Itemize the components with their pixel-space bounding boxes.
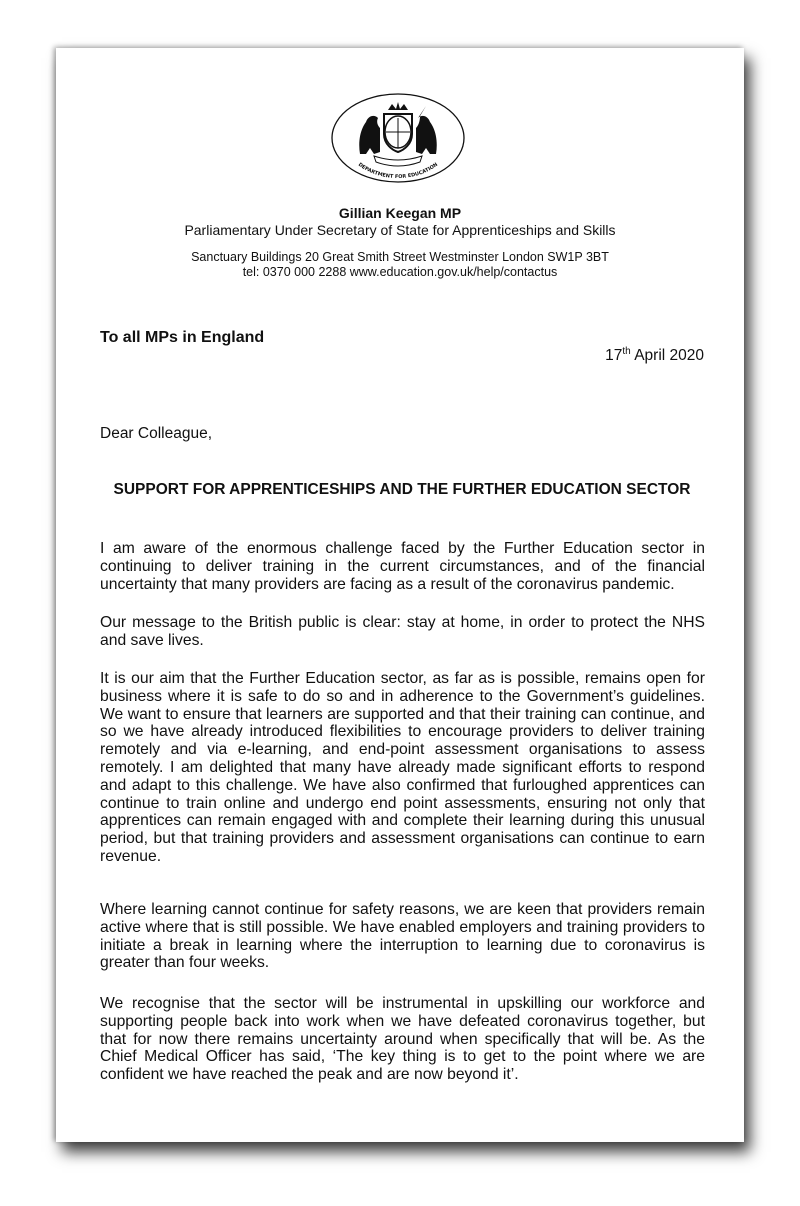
- date-day: 17: [605, 347, 623, 365]
- body-paragraph: Our message to the British public is clear: stay at home, in order to protect the NHS and save lives.: [100, 614, 705, 649]
- recipient-line: To all MPs in England: [100, 329, 265, 346]
- crest-ring-text: DEPARTMENT FOR EDUCATION: [356, 161, 440, 181]
- letter-date: [605, 346, 704, 365]
- sender-name: Gillian Keegan MP: [338, 205, 462, 221]
- sender-title: Parliamentary Under Secretary of State for Apprenticeships and Skills: [184, 222, 616, 238]
- subject-heading: SUPPORT FOR APPRENTICESHIPS AND THE FURTHER EDUCATION SECTOR: [113, 481, 691, 498]
- body-paragraph: We recognise that the sector will be instrumental in upskilling our workforce and supporting people back into work when we have defeated coronavirus together, but that for now there remains uncertainty around when specifically that will be. As the Chief Medical Officer has said, ‘The key thing is to get to the point where we are confident we have reached the peak and are now beyond it’.: [100, 995, 705, 1084]
- body-paragraph: It is our aim that the Further Education sector, as far as is possible, remains open for business where it is safe to do so and in adherence to the Government’s guidelines. We want to ensure that learners are supported and that their training can continue, and so we have already introduced flexibilities to encourage providers to deliver training remotely and via e-learning, and end-point assessment organisations to assess remotely. I am delighted that many have already made significant efforts to respond and adapt to this challenge. We have also confirmed that furloughed apprentices can continue to train online and undergo end point assessments, ensuring not only that apprentices can remain engaged with and complete their learning during this unusual period, but that training providers and assessment organisations can continue to earn revenue.: [100, 670, 705, 865]
- address-line: Sanctuary Buildings 20 Great Smith Street Westminster London SW1P 3BT: [191, 250, 609, 264]
- body-paragraph: I am aware of the enormous challenge faced by the Further Education sector in continuing to deliver training in the current circumstances, and of the financial uncertainty that many providers are facing as a result of the coronavirus pandemic.: [100, 540, 705, 593]
- date-month-year: April 2020: [630, 347, 704, 365]
- body-paragraph: Where learning cannot continue for safety reasons, we are keen that providers remain active where that is still possible. We have enabled employers and training providers to initiate a break in learning where the interruption to learning due to coronavirus is greater than four weeks.: [100, 901, 705, 972]
- contact-line: tel: 0370 000 2288 www.education.gov.uk/help/contactus: [242, 265, 558, 279]
- date-suffix: th: [622, 346, 631, 357]
- royal-coat-of-arms-logo: [330, 92, 466, 184]
- salutation: Dear Colleague,: [100, 425, 213, 442]
